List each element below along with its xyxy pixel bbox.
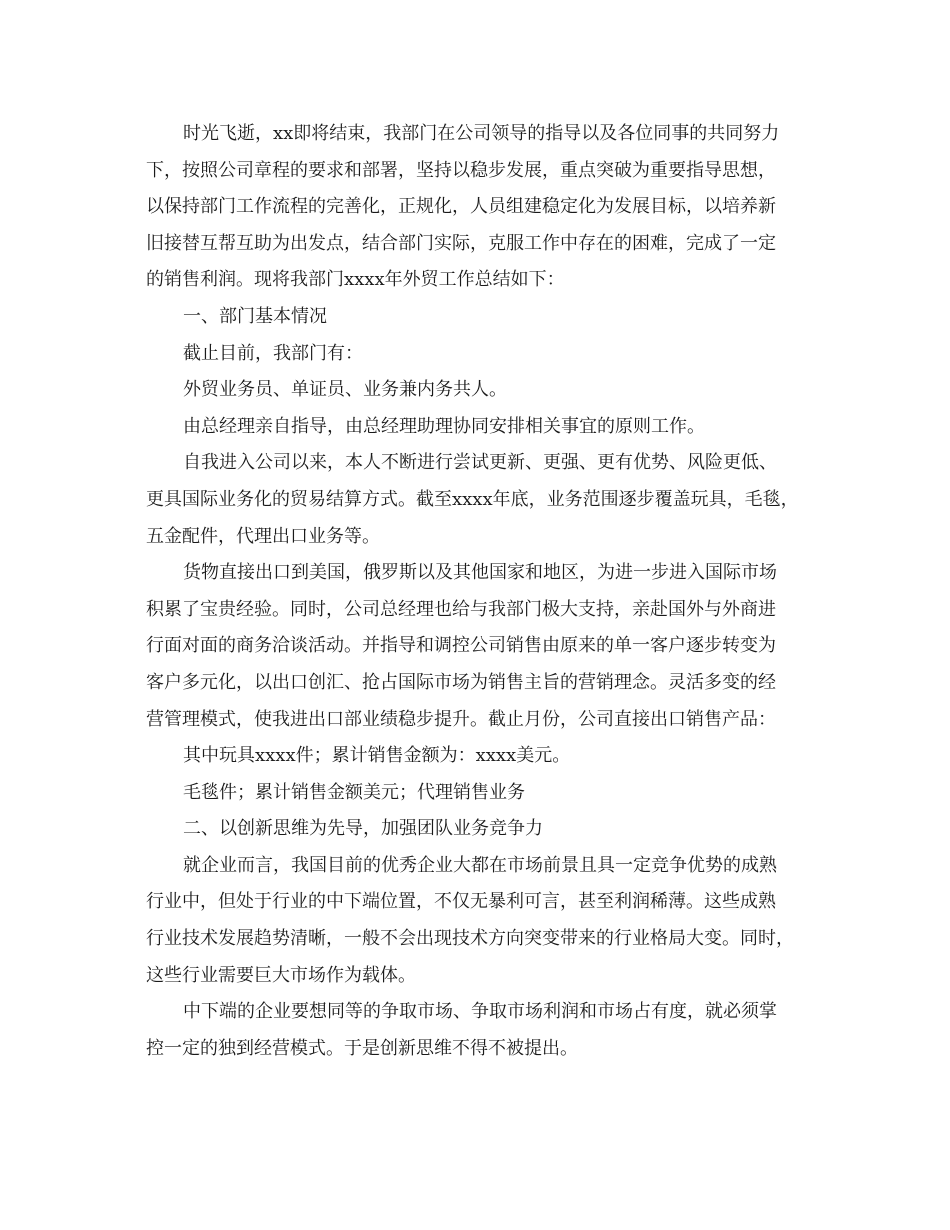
text-line: 控一定的独到经营模式。于是创新思维不得不被提出。 bbox=[146, 1037, 578, 1059]
text-line: 行面对面的商务洽谈活动。并指导和调控公司销售由原来的单一客户逐步转变为 bbox=[146, 635, 776, 657]
text-line: 时光飞逝，xx即将结束，我部门在公司领导的指导以及各位同事的共同努力 bbox=[183, 123, 780, 144]
text-line: 的销售利润。现将我部门xxxx年外贸工作总结如下： bbox=[146, 269, 565, 291]
text-line: 这些行业需要巨大市场作为载体。 bbox=[146, 964, 416, 986]
text-line: 货物直接出口到美国，俄罗斯以及其他国家和地区，为进一步进入国际市场 bbox=[183, 562, 777, 584]
text-line: 更具国际业务化的贸易结算方式。截至xxxx年底，业务范围逐步覆盖玩具，毛毯， bbox=[146, 488, 799, 510]
text-line: 就企业而言，我国目前的优秀企业大都在市场前景且具一定竞争优势的成熟 bbox=[183, 854, 777, 876]
text-line: 其中玩具xxxx件；累计销售金额为：xxxx美元。 bbox=[183, 745, 571, 767]
section-heading: 二、以创新思维为先导，加强团队业务竞争力 bbox=[183, 818, 543, 840]
text-line: 客户多元化，以出口创汇、抢占国际市场为销售主旨的营销理念。灵活多变的经 bbox=[146, 671, 776, 693]
text-line: 由总经理亲自指导，由总经理助理协同安排相关事宜的原则工作。 bbox=[183, 415, 705, 437]
text-line: 营管理模式，使我进出口部业绩稳步提升。截止月份，公司直接出口销售产品： bbox=[146, 708, 776, 730]
text-line: 旧接替互帮互助为出发点，结合部门实际，克服工作中存在的困难，完成了一定 bbox=[146, 232, 776, 254]
document-body bbox=[146, 116, 816, 1067]
section-heading: 一、部门基本情况 bbox=[183, 305, 327, 327]
text-line: 行业技术发展趋势清晰，一般不会出现技术方向突变带来的行业格局大变。同时， bbox=[146, 928, 794, 950]
text-line: 下，按照公司章程的要求和部署，坚持以稳步发展，重点突破为重要指导思想， bbox=[146, 159, 776, 181]
text-line: 以保持部门工作流程的完善化，正规化，人员组建稳定化为发展目标，以培养新 bbox=[146, 196, 776, 218]
text-line: 中下端的企业要想同等的争取市场、争取市场利润和市场占有度，就必须掌 bbox=[183, 1001, 777, 1023]
text-line: 五金配件，代理出口业务等。 bbox=[146, 525, 380, 547]
text-line: 自我进入公司以来，本人不断进行尝试更新、更强、更有优势、风险更低、 bbox=[183, 452, 777, 474]
text-line: 积累了宝贵经验。同时，公司总经理也给与我部门极大支持，亲赴国外与外商进 bbox=[146, 598, 776, 620]
text-line: 行业中，但处于行业的中下端位置，不仅无暴利可言，甚至利润稀薄。这些成熟 bbox=[146, 891, 776, 913]
text-line: 外贸业务员、单证员、业务兼内务共人。 bbox=[183, 379, 507, 401]
text-line: 毛毯件；累计销售金额美元；代理销售业务 bbox=[183, 781, 525, 803]
text-line: 截止目前，我部门有： bbox=[183, 342, 363, 364]
